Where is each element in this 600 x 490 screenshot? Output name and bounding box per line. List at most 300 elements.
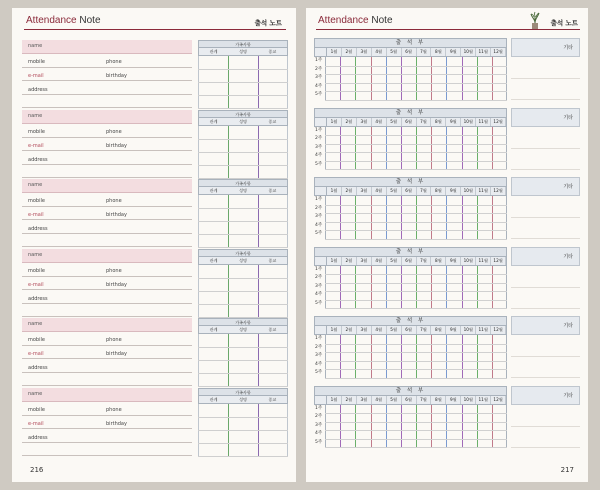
phone-label: phone bbox=[106, 406, 122, 413]
week-label: 5주 bbox=[315, 161, 323, 167]
month-header: 10월 bbox=[461, 396, 476, 404]
week-label: 3주 bbox=[315, 283, 323, 289]
field-line bbox=[22, 455, 192, 456]
birthday-label: birthday bbox=[106, 351, 127, 357]
page-number: 217 bbox=[560, 466, 574, 474]
month-header: 8월 bbox=[431, 187, 446, 195]
grid-line bbox=[325, 83, 507, 84]
grid-line bbox=[386, 266, 387, 309]
grid-line bbox=[431, 266, 432, 309]
field-line bbox=[22, 67, 192, 68]
attendance-title: 출 석 부 bbox=[314, 108, 507, 118]
week-label: 2주 bbox=[315, 344, 323, 350]
week-label: 4주 bbox=[315, 292, 323, 297]
grid-line bbox=[371, 266, 372, 309]
left-page bbox=[12, 8, 296, 482]
week-label: 4주 bbox=[315, 361, 323, 367]
month-header: 9월 bbox=[446, 257, 461, 265]
field-line bbox=[22, 246, 192, 247]
grid-line bbox=[325, 447, 507, 448]
name-field[interactable] bbox=[22, 388, 192, 402]
month-header: 5월 bbox=[387, 326, 402, 334]
month-header: 11월 bbox=[476, 257, 491, 265]
phone-label: phone bbox=[106, 198, 122, 204]
column-religion: 종교 bbox=[268, 118, 277, 124]
mobile-label: mobile bbox=[28, 59, 45, 65]
grid-line bbox=[431, 127, 432, 170]
week-label: 1주 bbox=[315, 197, 323, 202]
month-header: 3월 bbox=[357, 326, 372, 334]
month-header: 4월 bbox=[372, 48, 387, 56]
grid-line bbox=[198, 139, 288, 140]
month-header: 1월 bbox=[327, 48, 342, 56]
grid-line bbox=[340, 127, 341, 170]
page-title-korean: 출석 노트 bbox=[550, 19, 578, 27]
grid-line bbox=[340, 266, 341, 309]
grid-line bbox=[325, 335, 326, 378]
grid-line bbox=[506, 335, 507, 378]
grid-line bbox=[325, 369, 507, 370]
grid-line bbox=[325, 152, 507, 153]
attendance-grid[interactable] bbox=[325, 57, 507, 100]
month-header: 5월 bbox=[387, 48, 402, 56]
grid-line bbox=[325, 169, 507, 170]
address-label: address bbox=[28, 156, 48, 163]
grid-line bbox=[462, 405, 463, 448]
week-labels bbox=[314, 335, 325, 378]
week-label: 2주 bbox=[315, 414, 323, 419]
field-line bbox=[22, 80, 192, 81]
grid-line bbox=[492, 127, 493, 170]
family-table-body[interactable] bbox=[198, 404, 288, 456]
name-field[interactable] bbox=[22, 318, 192, 332]
mobile-label: mobile bbox=[28, 128, 45, 135]
grid-line bbox=[477, 57, 478, 100]
name-field[interactable] bbox=[22, 179, 192, 193]
name-label: name bbox=[28, 321, 43, 327]
week-label: 4주 bbox=[315, 222, 323, 228]
grid-line bbox=[477, 196, 478, 239]
etc-label: 기타 bbox=[563, 184, 573, 190]
month-header-row bbox=[314, 396, 507, 405]
attendance-grid[interactable] bbox=[325, 196, 507, 239]
grid-line bbox=[446, 57, 447, 100]
header-rule bbox=[24, 29, 286, 30]
etc-header bbox=[511, 177, 580, 196]
grid-line bbox=[431, 57, 432, 100]
name-field[interactable] bbox=[22, 249, 192, 263]
column-relation: 관계 bbox=[209, 49, 218, 54]
attendance-block bbox=[314, 108, 580, 170]
grid-line bbox=[198, 165, 288, 166]
month-header: 10월 bbox=[461, 118, 476, 126]
family-table bbox=[198, 249, 288, 317]
contact-block bbox=[22, 40, 288, 108]
column-relation: 관계 bbox=[209, 396, 218, 402]
field-line bbox=[22, 164, 192, 165]
grid-line bbox=[325, 361, 507, 362]
etc-line bbox=[511, 356, 580, 357]
family-table-header bbox=[198, 257, 288, 265]
grid-line bbox=[198, 347, 288, 348]
month-header: 12월 bbox=[491, 118, 506, 126]
field-line bbox=[22, 358, 192, 359]
grid-line bbox=[386, 127, 387, 170]
month-header: 9월 bbox=[446, 118, 461, 126]
grid-line bbox=[325, 127, 326, 170]
week-label: 3주 bbox=[315, 214, 323, 219]
week-label: 3주 bbox=[315, 422, 323, 428]
etc-line bbox=[511, 426, 580, 427]
column-relation: 관계 bbox=[209, 257, 218, 263]
attendance-grid[interactable] bbox=[325, 127, 507, 170]
grid-line bbox=[325, 222, 507, 223]
family-table-header bbox=[198, 326, 288, 334]
month-header: 3월 bbox=[357, 48, 372, 56]
grid-line bbox=[506, 127, 507, 170]
attendance-grid[interactable] bbox=[325, 335, 507, 378]
grid-line bbox=[325, 213, 507, 214]
grid-line bbox=[506, 405, 507, 448]
grid-line bbox=[401, 57, 402, 100]
grid-line bbox=[462, 196, 463, 239]
month-header: 12월 bbox=[491, 187, 506, 195]
grid-line bbox=[325, 74, 507, 75]
mobile-label: mobile bbox=[28, 198, 45, 204]
week-label: 5주 bbox=[315, 370, 323, 375]
family-table-title: 가족사항 bbox=[198, 318, 288, 326]
month-header: 6월 bbox=[402, 257, 417, 265]
grid-line bbox=[416, 57, 417, 100]
grid-line bbox=[446, 127, 447, 170]
week-label: 3주 bbox=[315, 75, 323, 80]
grid-line bbox=[325, 430, 507, 431]
mobile-label: mobile bbox=[28, 406, 45, 413]
month-header: 1월 bbox=[327, 187, 342, 195]
month-header: 12월 bbox=[491, 257, 506, 265]
family-table-body[interactable] bbox=[198, 265, 288, 317]
week-label: 5주 bbox=[315, 92, 323, 97]
grid-line bbox=[325, 413, 507, 414]
week-label: 1주 bbox=[315, 405, 323, 411]
field-line bbox=[22, 372, 192, 373]
grid-line bbox=[340, 405, 341, 448]
etc-line bbox=[511, 287, 580, 288]
week-label: 5주 bbox=[315, 231, 323, 236]
name-label: name bbox=[28, 43, 43, 49]
column-name: 성명 bbox=[239, 327, 247, 332]
family-table-title: 가족사항 bbox=[198, 40, 288, 48]
field-line bbox=[22, 276, 192, 277]
month-header-row bbox=[314, 48, 507, 57]
column-religion: 종교 bbox=[268, 49, 277, 54]
grid-line bbox=[492, 335, 493, 378]
grid-line bbox=[198, 278, 288, 279]
week-label: 2주 bbox=[315, 275, 323, 280]
week-label: 1주 bbox=[315, 266, 323, 272]
grid-line bbox=[371, 127, 372, 170]
etc-line bbox=[511, 148, 580, 149]
grid-line bbox=[325, 300, 507, 301]
grid-line bbox=[355, 57, 356, 100]
month-header: 10월 bbox=[461, 257, 476, 265]
week-labels bbox=[314, 266, 325, 309]
grid-line bbox=[492, 57, 493, 100]
week-label: 3주 bbox=[315, 353, 323, 358]
grid-line bbox=[416, 127, 417, 170]
field-line bbox=[22, 442, 192, 443]
field-line bbox=[22, 94, 192, 95]
contact-block bbox=[22, 388, 288, 456]
month-header: 4월 bbox=[372, 326, 387, 334]
grid-line bbox=[325, 91, 507, 92]
grid-line bbox=[325, 266, 326, 309]
right-page bbox=[306, 8, 588, 482]
title-note: Note bbox=[79, 15, 101, 26]
grid-line bbox=[325, 291, 507, 292]
column-religion: 종교 bbox=[268, 327, 277, 332]
month-header: 3월 bbox=[357, 257, 372, 265]
month-header: 7월 bbox=[417, 118, 432, 126]
grid-line bbox=[325, 422, 507, 423]
attendance-grid[interactable] bbox=[325, 405, 507, 448]
field-line bbox=[22, 303, 192, 304]
attendance-block bbox=[314, 386, 580, 448]
grid-line bbox=[401, 335, 402, 378]
grid-line bbox=[198, 152, 288, 153]
etc-line bbox=[511, 238, 580, 239]
attendance-grid[interactable] bbox=[325, 266, 507, 309]
grid-line bbox=[506, 266, 507, 309]
column-name: 성명 bbox=[239, 188, 247, 193]
grid-line bbox=[325, 135, 507, 136]
grid-line bbox=[386, 57, 387, 100]
month-header: 7월 bbox=[417, 257, 432, 265]
attendance-title: 출 석 부 bbox=[314, 177, 507, 187]
name-label: name bbox=[28, 182, 43, 188]
month-header: 12월 bbox=[491, 396, 506, 404]
grid-line bbox=[325, 439, 507, 440]
birthday-label: birthday bbox=[106, 281, 127, 288]
grid-line bbox=[355, 196, 356, 239]
month-header: 2월 bbox=[342, 118, 357, 126]
month-header: 11월 bbox=[476, 118, 491, 126]
week-label: 1주 bbox=[315, 127, 323, 133]
family-table-title: 가족사항 bbox=[198, 249, 288, 257]
week-label: 1주 bbox=[315, 336, 323, 341]
grid-line bbox=[446, 405, 447, 448]
month-header: 8월 bbox=[431, 396, 446, 404]
month-header: 7월 bbox=[417, 48, 432, 56]
etc-label: 기타 bbox=[563, 114, 573, 121]
grid-line bbox=[198, 221, 288, 222]
grid-line bbox=[198, 82, 288, 83]
grid-line bbox=[198, 95, 288, 96]
week-label: 2주 bbox=[315, 66, 323, 72]
family-table bbox=[198, 318, 288, 386]
grid-line bbox=[355, 127, 356, 170]
etc-header bbox=[511, 247, 580, 266]
grid-line bbox=[325, 283, 507, 284]
attendance-title: 출 석 부 bbox=[314, 247, 507, 257]
etc-header bbox=[511, 38, 580, 57]
month-header-row bbox=[314, 118, 507, 127]
grid-line bbox=[198, 430, 288, 431]
contact-block bbox=[22, 110, 288, 178]
grid-line bbox=[462, 127, 463, 170]
etc-line bbox=[511, 169, 580, 170]
family-table-body[interactable] bbox=[198, 195, 288, 247]
name-label: name bbox=[28, 251, 43, 258]
month-header: 6월 bbox=[402, 118, 417, 126]
month-header: 2월 bbox=[342, 48, 357, 56]
month-header: 2월 bbox=[342, 326, 357, 334]
week-label: 1주 bbox=[315, 58, 323, 63]
name-label: name bbox=[28, 112, 43, 119]
grid-line bbox=[401, 196, 402, 239]
attendance-title: 출 석 부 bbox=[314, 316, 507, 326]
grid-line bbox=[340, 335, 341, 378]
page-title bbox=[26, 15, 101, 26]
field-line bbox=[22, 289, 192, 290]
mobile-label: mobile bbox=[28, 337, 45, 343]
grid-line bbox=[325, 196, 326, 239]
grid-line bbox=[325, 100, 507, 101]
potted-plant-icon bbox=[529, 11, 541, 31]
month-header: 5월 bbox=[387, 396, 402, 404]
month-header: 1월 bbox=[327, 118, 342, 126]
family-table-body[interactable] bbox=[198, 56, 288, 108]
grid-line bbox=[371, 335, 372, 378]
etc-label: 기타 bbox=[563, 45, 573, 51]
phone-label: phone bbox=[106, 59, 122, 65]
family-table bbox=[198, 110, 288, 178]
month-header: 11월 bbox=[476, 48, 491, 56]
month-header: 6월 bbox=[402, 48, 417, 56]
column-religion: 종교 bbox=[268, 257, 277, 263]
address-label: address bbox=[28, 365, 48, 371]
family-table-header bbox=[198, 187, 288, 195]
month-header: 10월 bbox=[461, 48, 476, 56]
week-label: 2주 bbox=[315, 205, 323, 211]
month-header: 12월 bbox=[491, 326, 506, 334]
grid-line bbox=[446, 335, 447, 378]
column-name: 성명 bbox=[239, 257, 247, 263]
family-table-body[interactable] bbox=[198, 334, 288, 386]
grid-line bbox=[325, 57, 326, 100]
grid-line bbox=[198, 417, 288, 418]
field-line bbox=[22, 206, 192, 207]
family-table-title: 가족사항 bbox=[198, 388, 288, 396]
week-label: 3주 bbox=[315, 144, 323, 150]
grid-line bbox=[401, 405, 402, 448]
family-table bbox=[198, 388, 288, 456]
name-field[interactable] bbox=[22, 110, 192, 124]
grid-line bbox=[401, 266, 402, 309]
grid-line bbox=[325, 239, 507, 240]
email-label: e-mail bbox=[28, 351, 44, 357]
etc-label: 기타 bbox=[563, 392, 573, 399]
grid-line bbox=[371, 405, 372, 448]
field-line bbox=[22, 219, 192, 220]
grid-line bbox=[477, 405, 478, 448]
family-table-title: 가족사항 bbox=[198, 179, 288, 187]
month-header-row bbox=[314, 257, 507, 266]
grid-line bbox=[325, 274, 507, 275]
email-label: e-mail bbox=[28, 281, 44, 288]
birthday-label: birthday bbox=[106, 73, 127, 79]
grid-line bbox=[477, 266, 478, 309]
grid-line bbox=[477, 127, 478, 170]
field-line bbox=[22, 233, 192, 234]
grid-line bbox=[325, 378, 507, 379]
grid-line bbox=[401, 127, 402, 170]
name-field[interactable] bbox=[22, 40, 192, 54]
grid-line bbox=[325, 344, 507, 345]
etc-label: 기타 bbox=[563, 323, 573, 329]
attendance-title: 출 석 부 bbox=[314, 386, 507, 396]
month-header: 6월 bbox=[402, 396, 417, 404]
grid-line bbox=[386, 335, 387, 378]
field-line bbox=[22, 415, 192, 416]
email-label: e-mail bbox=[28, 142, 44, 149]
grid-line bbox=[198, 234, 288, 235]
week-label: 5주 bbox=[315, 439, 323, 445]
family-table-body[interactable] bbox=[198, 126, 288, 178]
grid-line bbox=[477, 335, 478, 378]
grid-line bbox=[198, 443, 288, 444]
month-header: 3월 bbox=[357, 118, 372, 126]
page-number: 216 bbox=[30, 466, 44, 474]
month-header: 6월 bbox=[402, 187, 417, 195]
grid-line bbox=[198, 291, 288, 292]
address-label: address bbox=[28, 87, 48, 93]
grid-line bbox=[325, 405, 326, 448]
grid-line bbox=[325, 205, 507, 206]
title-attendance: Attendance bbox=[26, 15, 77, 26]
grid-line bbox=[462, 266, 463, 309]
etc-line bbox=[511, 377, 580, 378]
contact-block bbox=[22, 179, 288, 247]
grid-line bbox=[355, 405, 356, 448]
family-table-header bbox=[198, 118, 288, 126]
grid-line bbox=[416, 335, 417, 378]
grid-line bbox=[325, 144, 507, 145]
email-label: e-mail bbox=[28, 420, 44, 427]
month-header: 8월 bbox=[431, 326, 446, 334]
family-table bbox=[198, 40, 288, 108]
grid-line bbox=[386, 405, 387, 448]
etc-line bbox=[511, 308, 580, 309]
family-table-header bbox=[198, 396, 288, 404]
month-header: 5월 bbox=[387, 118, 402, 126]
month-header: 11월 bbox=[476, 187, 491, 195]
month-header: 10월 bbox=[461, 326, 476, 334]
header-rule bbox=[316, 29, 580, 30]
field-line bbox=[22, 177, 192, 178]
month-header: 1월 bbox=[327, 326, 342, 334]
etc-line bbox=[511, 78, 580, 79]
column-religion: 종교 bbox=[268, 396, 277, 402]
month-header: 11월 bbox=[476, 326, 491, 334]
grid-line bbox=[431, 405, 432, 448]
phone-label: phone bbox=[106, 267, 122, 274]
month-header: 4월 bbox=[372, 118, 387, 126]
family-table-title: 가족사항 bbox=[198, 110, 288, 118]
etc-line bbox=[511, 217, 580, 218]
column-relation: 관계 bbox=[209, 188, 218, 193]
address-label: address bbox=[28, 434, 48, 441]
